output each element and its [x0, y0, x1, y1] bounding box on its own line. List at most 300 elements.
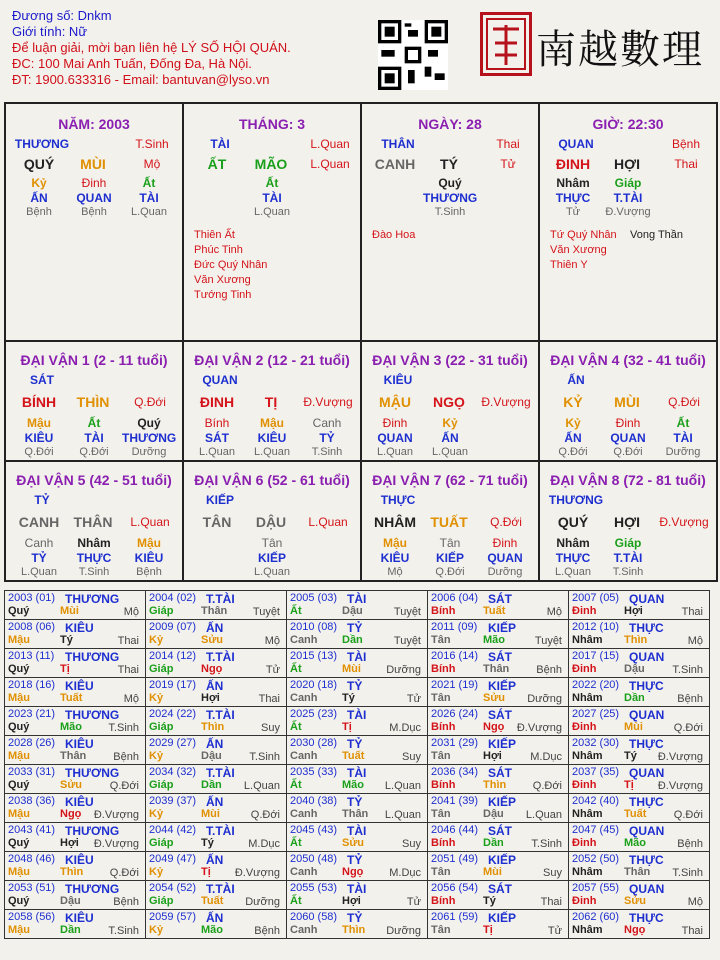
year-label: 2036 (34): [431, 766, 479, 778]
year-branch: Tuất: [342, 750, 365, 762]
pillar-title: GIỜ: 22:30: [592, 116, 664, 132]
year-branch: Tuất: [483, 605, 506, 617]
year-branch: Dần: [483, 837, 504, 849]
pillar-title: THÁNG: 3: [238, 116, 306, 132]
year-god: QUAN: [629, 882, 665, 896]
hidden-stem: ẤN: [564, 431, 582, 445]
year-branch: Ngọ: [201, 663, 223, 675]
hidden-stem: QUAN: [377, 431, 413, 445]
hidden-stem: Đinh: [615, 416, 641, 430]
year-cell: [5, 736, 146, 765]
year-god: TÀI: [347, 824, 367, 838]
year-stem: Canh: [290, 750, 318, 762]
year-stage: Tuyệt: [534, 635, 562, 647]
hidden-stem: L.Quan: [253, 446, 291, 458]
year-label: 2059 (57): [149, 911, 197, 923]
year-label: 2044 (42): [149, 824, 197, 836]
year-god: KIẾP: [488, 853, 517, 867]
year-god: THƯƠNG: [65, 824, 120, 838]
year-stem: Đinh: [572, 663, 597, 675]
star-name: Tứ Quý Nhân: [550, 229, 617, 241]
year-god: SÁT: [488, 882, 512, 896]
year-stage: Q.Đới: [673, 809, 703, 821]
year-stage: Thai: [681, 925, 703, 937]
year-stem: Nhâm: [572, 634, 603, 646]
year-god: TÀI: [347, 766, 367, 780]
hidden-stem: Nhâm: [556, 176, 590, 190]
year-god: ẤN: [206, 737, 224, 751]
year-branch: Hợi: [624, 605, 643, 617]
year-cell: [146, 591, 287, 620]
year-label: 2042 (40): [572, 795, 620, 807]
year-label: 2011 (09): [431, 621, 478, 633]
dai-van-box: [4, 340, 184, 462]
year-stage: Tuyệt: [252, 606, 280, 618]
year-god: TỶ: [347, 795, 363, 809]
year-stage: Q.Đới: [532, 780, 562, 792]
year-branch: Dậu: [624, 663, 645, 675]
star-name: Đào Hoa: [372, 229, 416, 241]
dai-van-god: ẤN: [567, 373, 585, 387]
year-stage: Dưỡng: [527, 693, 562, 705]
year-branch: Dậu: [60, 895, 81, 907]
dai-van-box: [360, 340, 540, 462]
year-god: KIÊU: [65, 853, 94, 867]
dai-van-stem: MẬU: [379, 394, 411, 410]
dai-van-god: THƯƠNG: [548, 493, 604, 507]
hidden-stem: Canh: [24, 536, 54, 550]
year-branch: Tuất: [201, 895, 224, 907]
year-stage: L.Quan: [384, 780, 421, 792]
pillar-stem: CANH: [374, 156, 416, 172]
year-god: QUAN: [629, 592, 665, 606]
year-god: TỶ: [347, 853, 363, 867]
year-label: 2054 (52): [149, 882, 197, 894]
year-god: THƯƠNG: [65, 650, 120, 664]
year-label: 2030 (28): [290, 737, 338, 749]
year-stage: Thai: [540, 896, 562, 908]
year-god: THƯƠNG: [65, 766, 120, 780]
year-cell: [5, 649, 146, 678]
pillar-stage: L.Quan: [310, 137, 350, 151]
year-label: 2003 (01): [8, 592, 56, 604]
year-stem: Tân: [431, 924, 451, 936]
year-cell: [146, 794, 287, 823]
year-label: 2016 (14): [431, 650, 479, 662]
year-table: [4, 590, 710, 939]
dai-van-box: [4, 460, 184, 582]
hidden-stem: L.Quan: [130, 206, 168, 218]
year-stage: Mộ: [687, 896, 703, 908]
year-branch: Thân: [624, 866, 651, 878]
dai-van-stage: Đ.Vượng: [481, 395, 531, 409]
year-cell: [287, 765, 428, 794]
dai-van-god: TỶ: [34, 493, 50, 507]
year-stem: Ất: [290, 605, 302, 617]
year-label: 2015 (13): [290, 650, 338, 662]
hidden-stem: Q.Đới: [613, 446, 643, 458]
dai-van-stem: CANH: [18, 514, 60, 530]
year-branch: Sửu: [60, 779, 83, 791]
year-stage: L.Quan: [243, 780, 280, 792]
qr-code-icon: [378, 20, 448, 90]
year-stem: Bính: [431, 605, 456, 617]
dai-van-box: [360, 460, 540, 582]
year-stem: Đinh: [572, 779, 597, 791]
year-cell: [5, 765, 146, 794]
year-label: 2041 (39): [431, 795, 479, 807]
year-branch: Tuất: [624, 808, 647, 820]
year-label: 2056 (54): [431, 882, 479, 894]
year-cell: [287, 823, 428, 852]
hidden-stem: Ất: [87, 416, 101, 430]
year-label: 2014 (12): [149, 650, 197, 662]
pillar-box: [538, 102, 718, 342]
year-stage: M.Dục: [389, 722, 421, 734]
year-cell: [569, 852, 710, 881]
dai-van-stem: ĐINH: [199, 394, 235, 410]
year-stem: Ất: [290, 721, 302, 733]
year-stem: Mậu: [8, 634, 30, 646]
year-branch: Mão: [483, 634, 505, 646]
year-stage: Tuyệt: [393, 606, 421, 618]
year-god: ẤN: [206, 911, 224, 925]
dai-van-stem: KỶ: [563, 394, 583, 410]
year-label: 2051 (49): [431, 853, 479, 865]
year-stem: Giáp: [149, 837, 174, 849]
year-stage: Thai: [117, 664, 139, 676]
year-branch: Ngọ: [483, 721, 505, 733]
year-branch: Thân: [60, 750, 87, 762]
dai-van-god: QUAN: [202, 373, 238, 387]
hidden-stem: Bệnh: [26, 206, 52, 218]
hidden-stem: Mậu: [383, 536, 407, 550]
year-stage: Tử: [265, 664, 280, 676]
year-row: [5, 707, 710, 736]
dai-van-stem: BÍNH: [21, 394, 57, 410]
dai-van-stage: Q.Đới: [134, 395, 166, 409]
dai-van-box: [538, 340, 718, 462]
dai-van-branch: NGỌ: [433, 394, 465, 410]
pillar-stage: Bệnh: [671, 137, 701, 151]
year-stage: Suy: [261, 722, 280, 734]
year-cell: [146, 649, 287, 678]
year-stage: T.Sinh: [672, 867, 703, 879]
year-stem: Đinh: [572, 605, 597, 617]
year-god: TỶ: [347, 679, 363, 693]
year-label: 2019 (17): [149, 679, 197, 691]
year-label: 2010 (08): [290, 621, 338, 633]
year-stem: Nhâm: [572, 866, 603, 878]
year-stem: Ất: [290, 779, 302, 791]
hidden-stem: TỶ: [31, 551, 47, 565]
hidden-stem: Mộ: [387, 566, 403, 578]
year-god: KIẾP: [488, 679, 517, 693]
year-stage: Suy: [402, 751, 421, 763]
year-branch: Thân: [483, 663, 510, 675]
year-label: 2013 (11): [8, 650, 55, 662]
year-label: 2024 (22): [149, 708, 197, 720]
hidden-stem: QUAN: [610, 431, 646, 445]
pillar-box: [360, 102, 540, 342]
year-cell: [5, 823, 146, 852]
stars-list: [194, 228, 352, 303]
dai-van-stage: Q.Đới: [668, 395, 700, 409]
hidden-stem: Bệnh: [81, 206, 107, 218]
year-god: SÁT: [488, 650, 512, 664]
pillar-god: THÂN: [381, 137, 415, 151]
dai-van-branch: MÙI: [614, 394, 640, 410]
year-stage: Suy: [402, 838, 421, 850]
hidden-stem: TÀI: [673, 431, 693, 445]
year-cell: [287, 649, 428, 678]
hidden-stem: Đ.Vượng: [605, 206, 651, 218]
year-stage: Bệnh: [113, 751, 139, 763]
dai-van-title: ĐẠI VẬN 4 (32 - 41 tuổi): [550, 352, 706, 368]
year-stem: Quý: [8, 663, 30, 675]
year-row: [5, 881, 710, 910]
star-name: Phúc Tinh: [194, 244, 243, 256]
hidden-stem: Kỷ: [31, 176, 47, 190]
year-branch: Tý: [624, 750, 637, 762]
year-row: [5, 765, 710, 794]
gender-line: Giới tính: Nữ: [12, 24, 88, 39]
year-branch: Ngọ: [60, 808, 82, 820]
year-label: 2035 (33): [290, 766, 338, 778]
year-branch: Thân: [201, 605, 228, 617]
year-branch: Mùi: [60, 605, 79, 617]
year-cell: [428, 910, 569, 939]
hidden-stem: T.Sinh: [434, 206, 466, 218]
dai-van-title: ĐẠI VẬN 7 (62 - 71 tuổi): [372, 472, 528, 488]
year-stage: Q.Đới: [673, 722, 703, 734]
year-branch: Ngọ: [624, 924, 646, 936]
year-branch: Mùi: [624, 721, 643, 733]
hidden-stem: L.Quan: [431, 446, 469, 458]
hidden-stem: Bính: [204, 416, 230, 430]
year-stem: Ất: [290, 663, 302, 675]
year-branch: Dậu: [483, 808, 504, 820]
year-label: 2006 (04): [431, 592, 479, 604]
year-stem: Canh: [290, 924, 318, 936]
stars-list: [372, 228, 530, 243]
year-label: 2060 (58): [290, 911, 338, 923]
hidden-stem: L.Quan: [253, 206, 291, 218]
pillar-branch: MÙI: [80, 156, 106, 172]
hidden-stem: KIẾP: [435, 551, 464, 565]
year-cell: [428, 707, 569, 736]
year-label: 2048 (46): [8, 853, 56, 865]
dai-van-title: ĐẠI VẬN 3 (22 - 31 tuổi): [372, 352, 528, 368]
year-stem: Bính: [431, 721, 456, 733]
year-label: 2034 (32): [149, 766, 197, 778]
star-name: Thiên Y: [550, 259, 588, 271]
year-cell: [569, 765, 710, 794]
year-label: 2045 (43): [290, 824, 338, 836]
dai-van-branch: THÂN: [73, 514, 113, 530]
year-label: 2018 (16): [8, 679, 56, 691]
year-cell: [569, 678, 710, 707]
year-stem: Quý: [8, 779, 30, 791]
year-cell: [5, 794, 146, 823]
hidden-stem: Dưỡng: [131, 446, 167, 458]
year-god: T.TÀI: [206, 708, 235, 722]
year-label: 2033 (31): [8, 766, 56, 778]
year-branch: Tuất: [60, 692, 83, 704]
year-row: [5, 794, 710, 823]
hidden-stem: TÀI: [84, 431, 104, 445]
year-cell: [146, 707, 287, 736]
dai-van-stem: QUÝ: [557, 514, 589, 530]
hidden-stem: Mậu: [27, 416, 51, 430]
year-branch: Tị: [342, 721, 352, 733]
year-cell: [287, 881, 428, 910]
year-cell: [287, 794, 428, 823]
year-stem: Kỷ: [149, 634, 164, 646]
year-cell: [287, 591, 428, 620]
year-stage: Thai: [258, 693, 280, 705]
year-branch: Hợi: [342, 895, 361, 907]
year-stem: Tân: [431, 750, 451, 762]
year-label: 2022 (20): [572, 679, 620, 691]
year-stem: Mậu: [8, 924, 30, 936]
year-cell: [5, 707, 146, 736]
year-branch: Hợi: [201, 692, 220, 704]
pillar-branch: MÃO: [254, 156, 288, 172]
year-god: KIÊU: [65, 737, 94, 751]
year-stage: Bệnh: [536, 664, 562, 676]
year-label: 2038 (36): [8, 795, 56, 807]
dai-van-stem: TÂN: [202, 514, 232, 530]
year-row: [5, 649, 710, 678]
year-cell: [5, 591, 146, 620]
year-stage: T.Sinh: [108, 925, 139, 937]
hidden-stem: Đinh: [81, 176, 107, 190]
year-branch: Sửu: [624, 895, 647, 907]
year-god: SÁT: [488, 824, 512, 838]
hidden-stem: Tân: [439, 536, 461, 550]
pillar-stem: ẤT: [207, 156, 227, 172]
year-stem: Nhâm: [572, 692, 603, 704]
hidden-stem: KIÊU: [257, 431, 287, 445]
year-god: TÀI: [347, 708, 367, 722]
year-cell: [146, 678, 287, 707]
year-stem: Quý: [8, 895, 30, 907]
year-stem: Mậu: [8, 750, 30, 762]
year-god: TÀI: [347, 882, 367, 896]
year-branch: Mão: [60, 721, 82, 733]
year-branch: Sửu: [342, 837, 365, 849]
year-label: 2032 (30): [572, 737, 620, 749]
year-label: 2028 (26): [8, 737, 56, 749]
year-stem: Ất: [290, 837, 302, 849]
hidden-stem: Q.Đới: [435, 566, 465, 578]
pillar-stem: ĐINH: [555, 156, 591, 172]
year-god: T.TÀI: [206, 592, 235, 606]
year-cell: [428, 736, 569, 765]
hidden-stem: Mậu: [260, 416, 284, 430]
year-god: THƯƠNG: [65, 592, 120, 606]
year-god: TÀI: [347, 592, 367, 606]
year-cell: [146, 910, 287, 939]
hidden-stem: KIẾP: [257, 551, 286, 565]
year-stem: Bính: [431, 837, 456, 849]
year-stem: Tân: [431, 808, 451, 820]
year-stage: Tử: [547, 925, 562, 937]
year-label: 2050 (48): [290, 853, 338, 865]
year-god: KIÊU: [65, 679, 94, 693]
year-stage: M.Dục: [530, 751, 562, 763]
hidden-stem: Kỷ: [565, 416, 581, 430]
year-stage: M.Dục: [389, 867, 421, 879]
year-stem: Mậu: [8, 866, 30, 878]
year-cell: [287, 620, 428, 649]
hidden-stem: KIÊU: [134, 551, 164, 565]
year-stem: Canh: [290, 866, 318, 878]
year-stage: T.Sinh: [108, 722, 139, 734]
year-god: TỶ: [347, 737, 363, 751]
year-god: KIẾP: [488, 737, 517, 751]
dai-van-box: [182, 340, 362, 462]
year-branch: Dậu: [201, 750, 222, 762]
year-stem: Đinh: [572, 837, 597, 849]
hidden-stem: T.Sinh: [612, 566, 644, 578]
pillar-title: NGÀY: 28: [418, 116, 482, 132]
year-god: T.TÀI: [206, 882, 235, 896]
hidden-stem: L.Quan: [20, 566, 58, 578]
hidden-stem: KIÊU: [24, 431, 54, 445]
year-branch: Tị: [624, 779, 634, 791]
year-label: 2049 (47): [149, 853, 197, 865]
year-stem: Giáp: [149, 721, 174, 733]
hidden-stem: Dưỡng: [487, 566, 523, 578]
year-god: TÀI: [347, 650, 367, 664]
year-stem: Quý: [8, 837, 30, 849]
year-god: THỰC: [629, 853, 664, 867]
year-label: 2062 (60): [572, 911, 620, 923]
year-stem: Ất: [290, 895, 302, 907]
year-branch: Dần: [624, 692, 645, 704]
year-stage: Mộ: [123, 606, 139, 618]
pillar-branch: TÝ: [440, 156, 458, 172]
pillar-stage: Thai: [496, 137, 520, 151]
year-cell: [428, 852, 569, 881]
year-god: THỰC: [629, 621, 664, 635]
year-branch: Thìn: [201, 721, 225, 733]
year-branch: Mùi: [201, 808, 220, 820]
dai-van-title: ĐẠI VẬN 1 (2 - 11 tuổi): [20, 352, 168, 368]
year-label: 2021 (19): [431, 679, 479, 691]
pillar-god: TÀI: [210, 137, 230, 151]
hidden-stem: Bệnh: [136, 566, 162, 578]
year-cell: [428, 678, 569, 707]
hidden-stem: L.Quan: [376, 446, 414, 458]
year-branch: Tý: [483, 895, 496, 907]
year-cell: [146, 852, 287, 881]
hidden-stem: Tân: [261, 536, 283, 550]
year-stem: Giáp: [149, 779, 174, 791]
year-stem: Tân: [431, 634, 451, 646]
year-stage: Đ.Vượng: [657, 751, 703, 763]
year-label: 2020 (18): [290, 679, 338, 691]
phone-email-line: ĐT: 1900.633316 - Email: bantuvan@lyso.vn: [12, 72, 270, 87]
year-branch: Dần: [201, 779, 222, 791]
year-stage: Tuyệt: [393, 635, 421, 647]
dai-van-god: THỰC: [380, 493, 416, 507]
hidden-stem: Ất: [142, 176, 156, 190]
year-stem: Kỷ: [149, 866, 164, 878]
hidden-stem: SÁT: [205, 431, 229, 445]
